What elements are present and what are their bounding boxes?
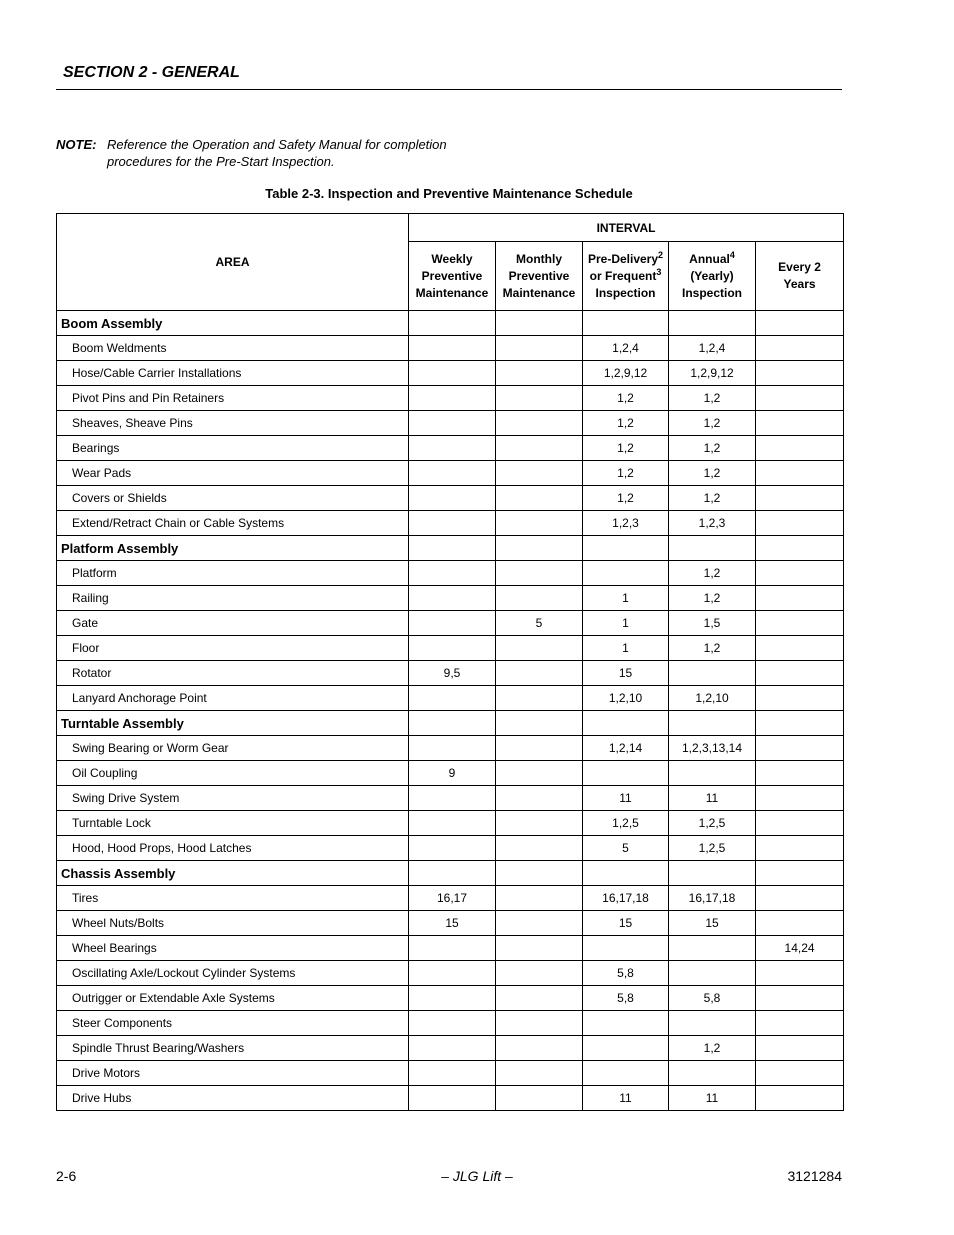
table-row [57,361,844,386]
interval-cell: 5,8 [583,961,669,986]
inspection-schedule-table [56,213,844,1111]
interval-cell: 1,2 [669,486,756,511]
interval-cell: 16,17,18 [669,886,756,911]
interval-cell: 1,2 [669,436,756,461]
area-cell: Extend/Retract Chain or Cable Systems [57,511,409,536]
interval-cell [756,736,844,761]
interval-cell: 1,2 [669,1036,756,1061]
group-name: Chassis Assembly [57,861,409,886]
area-cell: Boom Weldments [57,336,409,361]
column-header-line: Maintenance [502,285,576,300]
empty-cell [409,711,496,736]
interval-cell [669,1061,756,1086]
table-row [57,436,844,461]
interval-cell [409,1036,496,1061]
table-row [57,911,844,936]
interval-cell: 5,8 [669,986,756,1011]
interval-cell [409,836,496,861]
area-cell: Covers or Shields [57,486,409,511]
interval-cell [409,686,496,711]
interval-cell [669,961,756,986]
empty-cell [409,311,496,336]
table-row [57,686,844,711]
area-cell: Swing Bearing or Worm Gear [57,736,409,761]
column-header-line: Maintenance [415,285,489,300]
empty-cell [669,861,756,886]
interval-cell [409,1011,496,1036]
interval-cell [756,461,844,486]
area-cell: Spindle Thrust Bearing/Washers [57,1036,409,1061]
interval-column-header [583,242,669,311]
column-header-line: Preventive [508,268,570,283]
area-cell: Swing Drive System [57,786,409,811]
interval-cell: 1,2 [583,486,669,511]
interval-cell [496,361,583,386]
interval-cell [756,436,844,461]
group-header-row [57,536,844,561]
interval-cell: 1,2 [669,586,756,611]
area-cell: Wheel Nuts/Bolts [57,911,409,936]
interval-cell [409,786,496,811]
table-row [57,486,844,511]
area-cell: Sheaves, Sheave Pins [57,411,409,436]
table-row [57,511,844,536]
table-row [57,461,844,486]
interval-cell [583,936,669,961]
interval-cell: 15 [669,911,756,936]
empty-cell [583,536,669,561]
table-row [57,561,844,586]
note-label: NOTE: [56,137,97,152]
interval-cell: 1,2,9,12 [669,361,756,386]
interval-cell [496,1086,583,1111]
section-title: SECTION 2 - GENERAL [63,64,240,81]
area-column-header: AREA [57,214,409,311]
interval-cell [409,336,496,361]
interval-cell [496,686,583,711]
area-cell: Railing [57,586,409,611]
interval-cell [409,986,496,1011]
area-cell: Oscillating Axle/Lockout Cylinder Systems [57,961,409,986]
table-row [57,886,844,911]
interval-cell: 5 [583,836,669,861]
area-cell: Rotator [57,661,409,686]
interval-cell: 11 [669,1086,756,1111]
interval-cell [756,761,844,786]
group-header-row [57,861,844,886]
empty-cell [409,536,496,561]
table-row [57,786,844,811]
column-header-line: Inspection [681,285,742,300]
table-row [57,636,844,661]
column-header-line: (Yearly) [690,268,734,283]
interval-cell [583,761,669,786]
interval-cell [496,486,583,511]
table-row [57,611,844,636]
interval-cell [409,636,496,661]
interval-cell [409,486,496,511]
interval-cell: 1,2 [583,386,669,411]
interval-cell: 9,5 [409,661,496,686]
interval-cell [496,961,583,986]
interval-column-header [409,242,496,311]
interval-cell [669,936,756,961]
interval-cell [496,886,583,911]
interval-cell: 1,2 [669,636,756,661]
interval-cell [669,1011,756,1036]
empty-cell [496,311,583,336]
interval-cell: 15 [409,911,496,936]
interval-cell: 1 [583,636,669,661]
column-header-line: Every 2 [778,260,821,274]
interval-cell [756,636,844,661]
page-number: 2-6 [56,1168,77,1184]
table-title: Table 2-3. Inspection and Preventive Maintenance Schedule [265,186,633,201]
table-row [57,836,844,861]
footnote-marker: 3 [656,266,662,277]
area-cell: Hose/Cable Carrier Installations [57,361,409,386]
interval-cell [756,686,844,711]
interval-cell [409,386,496,411]
interval-cell [756,661,844,686]
empty-cell [496,536,583,561]
group-name: Turntable Assembly [57,711,409,736]
interval-cell: 1,2 [669,561,756,586]
interval-cell [496,1036,583,1061]
table-row [57,661,844,686]
interval-cell: 1,2 [669,411,756,436]
interval-cell [756,386,844,411]
interval-cell [409,936,496,961]
interval-cell [496,661,583,686]
interval-cell [669,661,756,686]
interval-cell [409,1061,496,1086]
interval-cell [409,1086,496,1111]
area-cell: Floor [57,636,409,661]
interval-cell [669,761,756,786]
interval-cell [496,786,583,811]
interval-column-header [756,242,844,311]
area-cell: Turntable Lock [57,811,409,836]
interval-cell: 15 [583,911,669,936]
interval-cell [756,361,844,386]
column-header-line: or Frequent [589,268,657,283]
interval-cell [756,886,844,911]
area-cell: Steer Components [57,1011,409,1036]
table-row [57,386,844,411]
interval-cell: 1,2,5 [669,811,756,836]
table-row [57,811,844,836]
empty-cell [756,536,844,561]
area-cell: Platform [57,561,409,586]
interval-cell [496,561,583,586]
interval-cell [496,1011,583,1036]
interval-cell [496,1061,583,1086]
interval-cell: 1,2,3,13,14 [669,736,756,761]
interval-cell [496,736,583,761]
interval-cell [409,436,496,461]
table-row [57,986,844,1011]
interval-cell [496,636,583,661]
interval-cell [756,1086,844,1111]
interval-cell: 1,2,14 [583,736,669,761]
table-row [57,1011,844,1036]
group-name: Platform Assembly [57,536,409,561]
interval-cell [409,586,496,611]
area-cell: Oil Coupling [57,761,409,786]
interval-cell: 1 [583,611,669,636]
table-row [57,936,844,961]
interval-cell [756,1011,844,1036]
table-row [57,586,844,611]
area-cell: Wheel Bearings [57,936,409,961]
group-header-row [57,311,844,336]
interval-cell: 1,2,4 [669,336,756,361]
group-name: Boom Assembly [57,311,409,336]
empty-cell [669,711,756,736]
interval-cell [496,936,583,961]
area-cell: Bearings [57,436,409,461]
interval-cell: 1,2,5 [583,811,669,836]
interval-cell [409,611,496,636]
interval-cell: 1,2 [583,411,669,436]
footer-brand: – JLG Lift – [441,1168,513,1184]
interval-cell: 5,8 [583,986,669,1011]
footnote-marker: 4 [729,249,735,260]
interval-cell [496,411,583,436]
interval-cell [756,336,844,361]
interval-cell: 16,17,18 [583,886,669,911]
interval-cell: 15 [583,661,669,686]
interval-cell: 1,2,4 [583,336,669,361]
column-header-line: Monthly [516,251,562,266]
interval-cell [756,411,844,436]
interval-cell [409,736,496,761]
interval-cell [756,611,844,636]
area-cell: Wear Pads [57,461,409,486]
area-cell: Drive Hubs [57,1086,409,1111]
empty-cell [583,311,669,336]
interval-cell [756,986,844,1011]
interval-cell [756,836,844,861]
area-cell: Lanyard Anchorage Point [57,686,409,711]
interval-cell: 1 [583,586,669,611]
table-row [57,736,844,761]
empty-cell [583,861,669,886]
interval-cell [583,1036,669,1061]
interval-cell [496,586,583,611]
column-header-line: Pre-Delivery [587,251,659,266]
interval-cell [756,961,844,986]
table-row [57,761,844,786]
interval-cell: 1,5 [669,611,756,636]
interval-cell: 1,2 [583,436,669,461]
interval-cell [409,561,496,586]
interval-cell: 1,2,9,12 [583,361,669,386]
interval-cell [496,336,583,361]
empty-cell [669,536,756,561]
interval-cell [409,511,496,536]
interval-cell [756,811,844,836]
interval-cell [496,436,583,461]
interval-cell: 9 [409,761,496,786]
interval-cell [756,1036,844,1061]
interval-header: INTERVAL [409,214,844,242]
interval-cell: 11 [669,786,756,811]
empty-cell [496,861,583,886]
interval-cell: 1,2,10 [669,686,756,711]
interval-cell [496,511,583,536]
interval-cell: 1,2 [669,386,756,411]
interval-cell [496,911,583,936]
interval-cell: 1,2,5 [669,836,756,861]
table-row [57,411,844,436]
interval-cell [496,386,583,411]
area-cell: Pivot Pins and Pin Retainers [57,386,409,411]
interval-cell [756,911,844,936]
interval-cell [409,961,496,986]
table-row [57,336,844,361]
group-header-row [57,711,844,736]
column-header-line: Annual [689,251,730,266]
empty-cell [669,311,756,336]
interval-cell [756,1061,844,1086]
header-divider [56,89,842,90]
area-cell: Gate [57,611,409,636]
interval-cell: 1,2,3 [669,511,756,536]
interval-cell [756,586,844,611]
interval-cell [496,986,583,1011]
interval-cell: 11 [583,1086,669,1111]
interval-cell: 14,24 [756,936,844,961]
empty-cell [496,711,583,736]
interval-cell: 1,2 [669,461,756,486]
column-header-line: Weekly [431,251,473,266]
area-cell: Drive Motors [57,1061,409,1086]
column-header-line: Preventive [421,268,483,283]
interval-cell [496,811,583,836]
table-row [57,1061,844,1086]
interval-cell [496,461,583,486]
table-row [57,961,844,986]
note-text: Reference the Operation and Safety Manual for completion procedures for the Pre-Start Inspection. [107,137,447,169]
interval-cell [756,561,844,586]
area-cell: Tires [57,886,409,911]
interval-cell [409,411,496,436]
interval-column-header [496,242,583,311]
empty-cell [409,861,496,886]
empty-cell [756,861,844,886]
interval-cell [756,786,844,811]
table-row [57,1036,844,1061]
interval-cell [409,811,496,836]
interval-cell: 16,17 [409,886,496,911]
interval-cell [583,561,669,586]
interval-cell [496,836,583,861]
interval-cell [409,461,496,486]
table-row [57,1086,844,1111]
interval-cell: 1,2,3 [583,511,669,536]
empty-cell [756,311,844,336]
area-cell: Outrigger or Extendable Axle Systems [57,986,409,1011]
interval-cell: 1,2 [583,461,669,486]
interval-cell [756,511,844,536]
interval-cell: 1,2,10 [583,686,669,711]
empty-cell [583,711,669,736]
interval-cell: 11 [583,786,669,811]
interval-cell [583,1011,669,1036]
table-body [57,311,844,1111]
column-header-line: Inspection [595,285,656,300]
interval-cell [409,361,496,386]
empty-cell [756,711,844,736]
interval-cell [583,1061,669,1086]
document-number: 3121284 [787,1168,842,1184]
footnote-marker: 2 [658,249,664,260]
area-cell: Hood, Hood Props, Hood Latches [57,836,409,861]
interval-cell [756,486,844,511]
interval-column-header [669,242,756,311]
interval-cell [496,761,583,786]
interval-cell: 5 [496,611,583,636]
column-header-line: Years [783,277,816,291]
